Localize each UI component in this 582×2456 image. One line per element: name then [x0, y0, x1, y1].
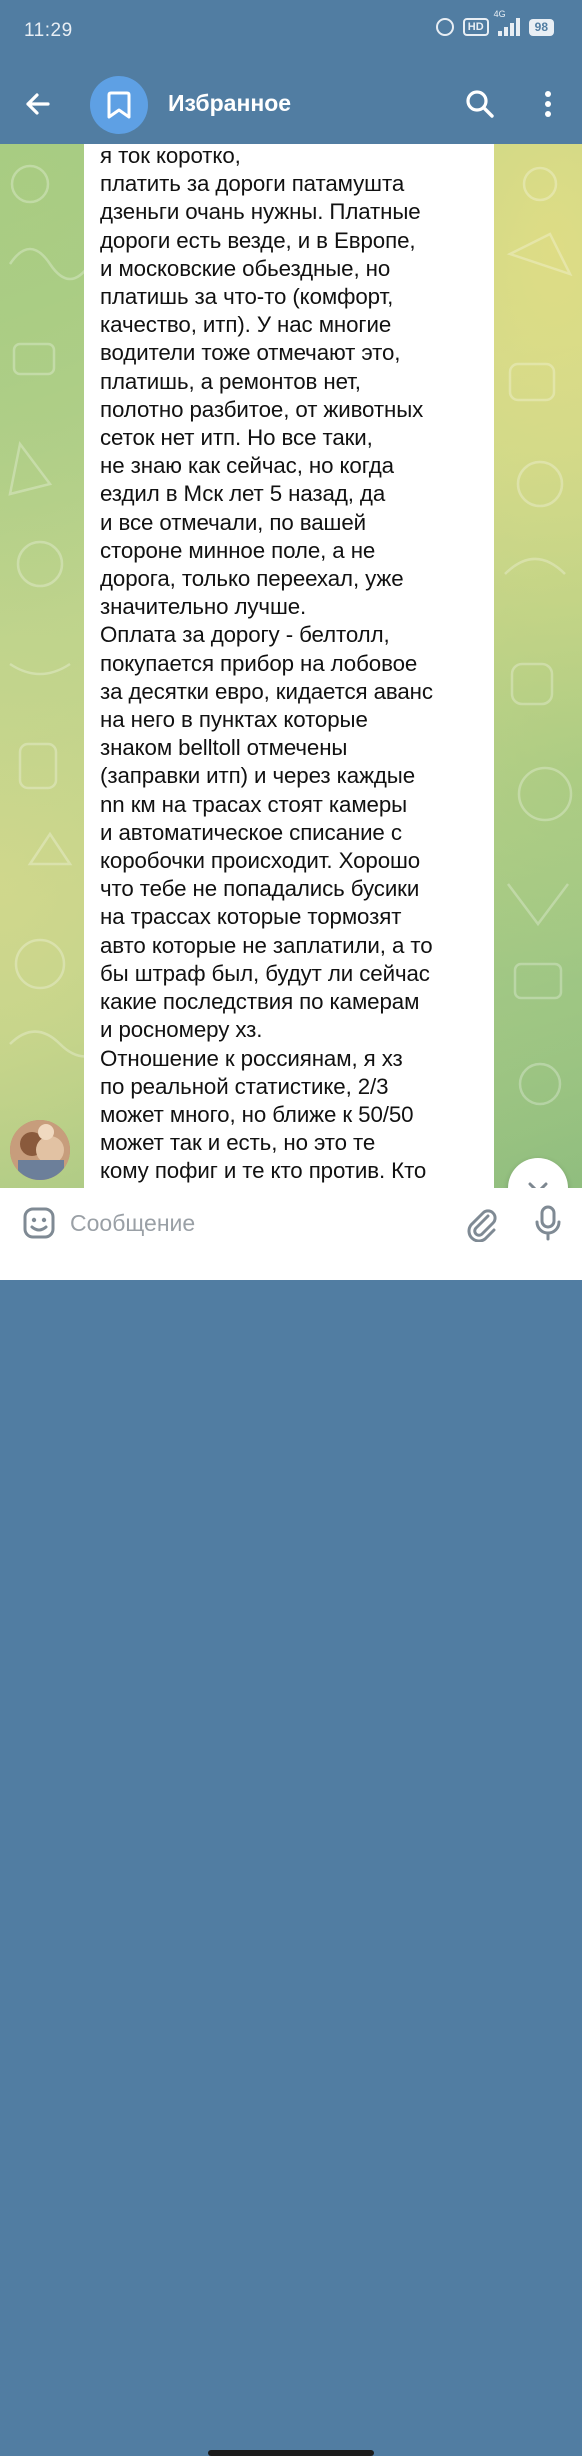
message-line: Оплата за дорогу - белтолл,	[100, 622, 390, 648]
message-line: кому пофиг и те кто против. Кто	[100, 1158, 427, 1184]
status-bar	[0, 0, 582, 64]
message-line: водители тоже отмечают это,	[100, 340, 401, 366]
hd-badge: HD	[463, 18, 489, 36]
message-line: что тебе не попадались бусики	[100, 876, 420, 902]
emoji-icon	[20, 1204, 58, 1242]
chevron-down-icon	[523, 1173, 553, 1188]
message-line: и росномеру хз.	[100, 1017, 263, 1043]
chat-title[interactable]: Избранное	[168, 90, 292, 116]
message-line: за десятки евро, кидается аванс	[100, 678, 433, 704]
sender-avatar[interactable]	[10, 1120, 70, 1180]
message-line: по реальной статистике, 2/3	[100, 1073, 389, 1099]
avatar-image	[10, 1120, 70, 1180]
message-line: на него в пунктах которые	[100, 707, 368, 733]
saved-messages-avatar[interactable]	[90, 76, 148, 134]
more-menu-button[interactable]	[530, 86, 566, 122]
message-line: какие последствия по камерам	[100, 989, 420, 1015]
message-line: стороне минное поле, а не	[100, 537, 376, 563]
message-line: я ток коротко,	[100, 144, 241, 168]
emoji-button[interactable]	[20, 1204, 58, 1242]
paperclip-icon	[462, 1204, 500, 1242]
more-vertical-icon	[530, 86, 566, 122]
message-line: ездил в Мск лет 5 назад, да	[100, 481, 386, 507]
message-line: nn км на трасах стоят камеры	[100, 791, 408, 817]
message-line: на трассах которые тормозят	[100, 904, 402, 930]
message-line: может так и есть, но это те	[100, 1130, 376, 1156]
signal-icon	[493, 9, 520, 36]
message-line: и все отмечали, по вашей	[100, 509, 366, 535]
message-text	[84, 144, 494, 1186]
message-line: платишь за что-то (комфорт,	[100, 284, 394, 310]
message-line: может много, но ближе к 50/50	[100, 1101, 414, 1127]
battery-level: 98	[534, 19, 548, 34]
message-line: дороги есть везде, и в Европе,	[100, 227, 416, 253]
message-line: и автоматическое списание с	[100, 819, 402, 845]
chat-header	[0, 64, 582, 144]
message-line: платишь, а ремонтов нет,	[100, 368, 361, 394]
message-line: дзеньги очань нужны. Платные	[100, 199, 421, 225]
message-line: не знаю как сейчас, но когда	[100, 453, 394, 479]
message-line: дорога, только переехал, уже	[100, 566, 404, 592]
message-line: коробочки происходит. Хорошо	[100, 848, 421, 874]
status-icons	[436, 9, 554, 36]
message-line: авто которые не заплатили, а то	[100, 932, 433, 958]
message-input[interactable]	[70, 1206, 440, 1240]
arrow-left-icon	[18, 84, 58, 124]
battery-icon	[529, 19, 554, 36]
home-indicator[interactable]	[208, 2450, 374, 2456]
chat-area[interactable]	[0, 144, 582, 1188]
back-button[interactable]	[18, 84, 58, 124]
bookmark-icon	[105, 90, 133, 120]
voice-message-button[interactable]	[530, 1204, 566, 1242]
message-line: Отношение к россиянам, я хз	[100, 1045, 403, 1071]
message-line: знаком belltoll отмечены	[100, 735, 348, 761]
network-label: 4G	[493, 9, 506, 19]
status-time: 11:29	[24, 20, 73, 41]
message-line: качество, итп). У нас многие	[100, 312, 392, 338]
message-line: сеток нет итп. Но все таки,	[100, 425, 373, 451]
message-line: платить за дороги патамушта	[100, 171, 405, 197]
attach-button[interactable]	[462, 1204, 500, 1242]
search-button[interactable]	[462, 86, 498, 122]
message-line: и московские обьездные, но	[100, 255, 391, 281]
message-composer	[0, 1188, 582, 1280]
message-bubble[interactable]	[84, 144, 494, 1188]
message-line: покупается прибор на лобовое	[100, 650, 418, 676]
alarm-icon	[436, 18, 454, 36]
message-line: бы штраф был, будут ли сейчас	[100, 960, 430, 986]
message-line: (заправки итп) и через каждые	[100, 763, 416, 789]
search-icon	[462, 86, 498, 122]
microphone-icon	[530, 1204, 566, 1242]
message-line: полотно разбитое, от животных	[100, 396, 424, 422]
message-line: значительно лучше.	[100, 594, 307, 620]
